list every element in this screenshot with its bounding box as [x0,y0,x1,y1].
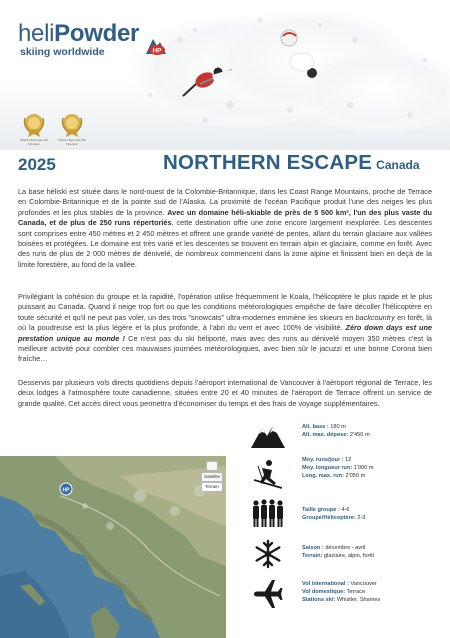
stat-line [302,472,374,480]
stat-season [302,544,374,560]
stat-value: 180 m [328,424,346,430]
stat-label: Moy. longueur run: [302,465,353,472]
map-terrain [0,456,226,638]
stat-label: Alt. base : [302,424,329,430]
text-run: Privilégiant la cohésion du groupe et la rapidité, l'opération utilise fréquemment le Koala, l'hélicoptère le plus rapide et le plus puissant au Canada. Quand il neige trop fort ou que les conditions météorologiques empêche de faire décoller l'hélicoptère en toute sécurité et qu'il ne peut pas voler, un des trois "snowcats" ultra-modernes emmène les skieurs en [18,292,432,322]
stat-line [302,580,380,588]
logo-bold: Powder [54,20,140,47]
stat-value: Whistler, Shames [335,597,381,604]
stat-value: 1'000 m [352,465,374,472]
award-badge [20,112,48,146]
page-title [163,151,420,175]
hp-badge-icon [144,36,168,56]
season-year: 2025 [18,155,56,174]
snowflake-icon [250,538,286,570]
stat-label: Alt. max. dépose: [302,432,349,439]
stat-line [302,588,380,596]
stat-runs [302,456,374,481]
stat-label: Vol international : [302,581,349,587]
award-laurel-icon [58,112,86,138]
airplane-icon [250,578,286,610]
stat-value: 4-6 [339,507,350,513]
map-expand-button[interactable] [206,461,218,471]
award-laurel-icon [20,112,48,138]
stat-line [302,544,374,552]
hp-badge-text: HP [152,47,162,55]
stat-value: décembre - avril [323,545,366,551]
group-icon [250,497,286,529]
title-country: Canada [376,158,420,172]
stat-label: Terrain: [302,553,323,560]
logo-tagline: skiing worldwide [20,46,105,58]
stat-line [302,456,374,464]
stat-line [302,464,374,472]
stat-label: Vol domestique: [302,589,346,596]
text-run-bold: Avec un domaine héli-skiable de près de 5 500 km², l'un des plus vaste du Canada, et de plus de 250 runs répertoriés [18,207,432,228]
stat-label: Groupe/Hélicoptère: [302,515,356,522]
award-caption: World's Best Heli-Ski Operator [20,138,48,146]
intro-paragraph [18,187,432,270]
stat-line [302,552,374,560]
stat-group [302,506,365,522]
stat-label: Saison : [302,545,324,551]
stat-label: Stations ski: [302,597,336,604]
stat-label: Long. max. run: [302,473,344,480]
text-run-italic: backcountry [355,312,395,322]
stat-value: 2-3 [355,515,366,522]
stat-line [302,423,370,431]
stat-access [302,580,380,605]
access-paragraph: Desservis par plusieurs vols directs quotidiens depuis l'aéroport international de Vancouver à l'aéroport régional de Terrace, les deux lodges à l'atmosphère toute canadienne, situées entre 20 et 40 minutes de l'aéroport de Terrace offrent un service de grande qualité. Cet accès direct vous permettra d'économiser du temps et des frais de voyage supplémentaires. [18,378,432,408]
stat-value: Terrace [345,589,366,596]
stat-value: Vancouver [348,581,377,587]
text-run-bold-italic: Zéro down days est une prestation unique au monde ! [18,323,432,343]
stat-value: glaciaire, alpin, forêt [322,553,375,560]
helipowder-logo [18,20,162,58]
stat-label: Moy. runs/jour : [302,457,344,463]
logo-wordmark [18,22,139,46]
stat-value: 2'050 m [343,473,366,480]
logo-light: heli [18,20,55,47]
stat-value: 2'450 m [348,432,370,439]
award-caption: World's Best Heli-Ski Operator [58,138,86,146]
map-satellite-button[interactable]: Satellite [201,472,223,482]
map-marker[interactable] [60,483,72,495]
stat-altitude [302,423,370,439]
stat-line [302,431,370,439]
stat-line [302,514,365,522]
mountain-icon [250,420,286,452]
map-marker-label: HP [62,487,70,494]
award-badge [58,112,86,146]
text-run: en forêt, là où la poudreuse est la plus légère et la plus profonde, à l'abri du vent et avec 100% de visibilité. [18,312,432,333]
hero-banner [0,0,450,150]
stat-label: Taille groupe : [302,507,340,513]
map-terrain-button[interactable]: Terrain [201,482,223,492]
skier-icon [250,458,286,490]
stat-line [302,596,380,604]
text-run: , cette destination offre une zone encore largement inexplorée. Les descentes sont comprises entre 450 mètres et 2 450 mètres et offrent une grande variété de pentes, allant du terrain glaciaire aux vallées boisées et protégées. Le domaine est très varié et les descentes se trouvent en terrain alpin et glaciaire, comme en forêt. Avec des runs de plus de 2 000 mètres de dénivelé, de nombreux commencent dans la zone alpine et finissent bien en deçà de la limite forestière, au fond de la vallée. [18,218,432,269]
operation-paragraph [18,292,432,365]
location-map[interactable] [0,456,226,638]
text-run: Ce n'est pas du ski héliporté, mais avec des runs au dénivelé moyen 350 mètres c'est la meilleure activité pour combler ces mauvaises journées météorologiques, avec bien sûr le jacuzzi et une bonne Corona bien fraîche… [18,333,432,364]
text-run: La base héliski est située dans le nord-ouest de la Colombie-Britannique, dans les Coast Range Mountains, proche de Terrace en Colombie-Britannique et de la pointe sud de l'Alaska. La proximité de l'océan Pacifique produit l'une des neiges les plus profondes et les plus stables de la province. [18,187,432,217]
stat-value: 12 [343,457,352,463]
title-main: NORTHERN ESCAPE [163,151,373,174]
stat-line [302,506,365,514]
